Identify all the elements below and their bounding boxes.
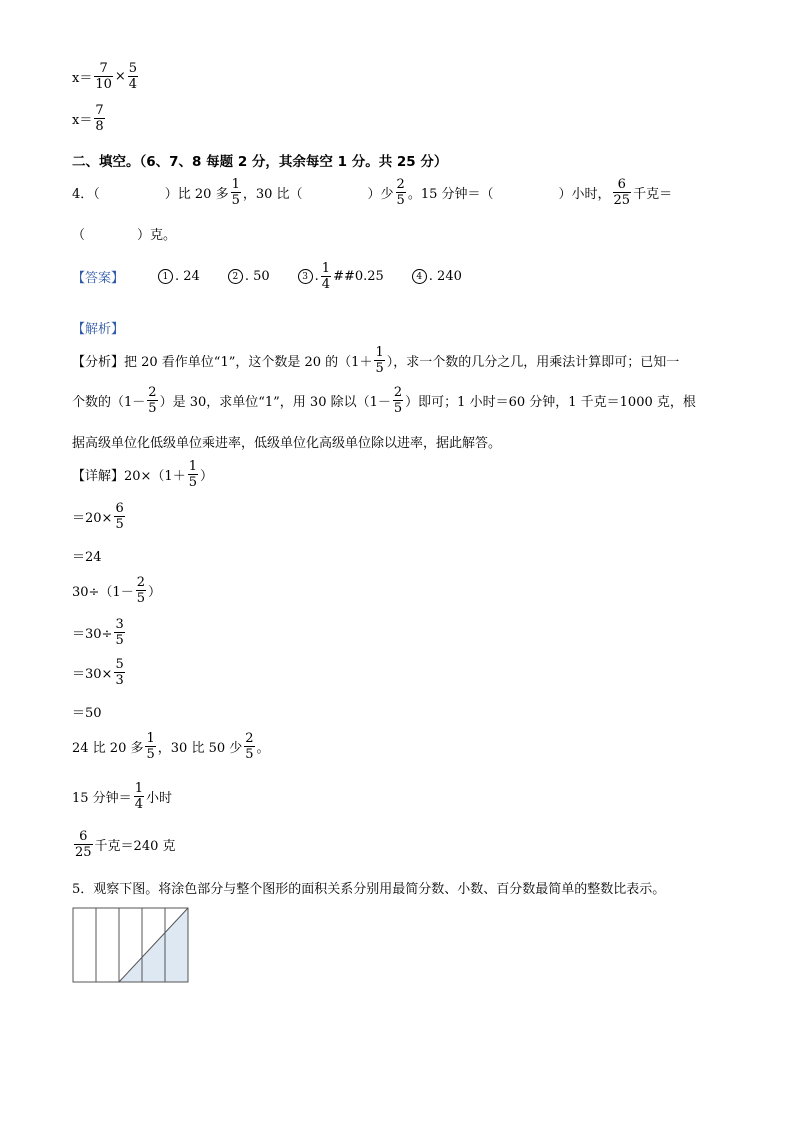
fraction: $\frac{2}{5}$ [136,575,145,606]
question-text: 千克＝ [633,187,673,202]
question-text: 4．（ ）比 20 多 [72,187,229,202]
fraction: $\frac{2}{5}$ [148,385,157,416]
detail-step-1: 【详解】20×（1＋ $\frac{1}{5}$ ） [72,459,214,490]
detail-step-7: ＝50 [72,706,102,721]
detail-step-4: 30÷（1－ $\frac{2}{5}$ ） [72,575,162,606]
question-5: 5．观察下图。将涂色部分与整个图形的面积关系分别用最简分数、小数、百分数最简单的整数比表示。 [72,882,666,897]
detail-step-6: ＝30× $\frac{5}{3}$ [72,657,124,688]
answer-row [72,262,490,291]
fraction: $\frac{2}{5}$ [245,731,254,762]
fraction: $\frac{1}{5}$ [146,731,155,762]
circled-number: 3 [298,269,313,284]
detail-step-2: ＝20× $\frac{6}{5}$ [72,501,124,532]
question-text: 。15 分钟＝（ ）小时， [407,187,611,202]
fraction: $\frac{6}{25}$ [75,829,92,860]
fraction: $\frac{2}{5}$ [393,385,403,416]
question-text: ，30 比（ ）少 [242,187,394,202]
detail-step-8: 24 比 20 多 $\frac{1}{5}$ ，30 比 50 少 $\frac{2}{5}$ 。 [72,731,270,762]
fraction: $\frac{2}{5}$ [396,177,405,208]
analysis-line-2: 个数的（1－ $\frac{2}{5}$ ）是 30，求单位“1”，用 30 除以（1－ $\frac{2}{5}$ ）即可；1 小时＝60 分钟，1 千克＝1000 克，根 [72,385,696,416]
shaded-figure [72,906,190,984]
answer-label: 【答案】 [72,271,125,286]
detail-step-10: $\frac{6}{25}$ 千克＝240 克 [75,829,176,860]
equation-text: x＝ [72,113,93,128]
analysis-label: 【解析】 [72,322,125,337]
equation-line-1 [72,62,140,91]
equation-text: x＝ [72,71,93,86]
fraction: $\frac{6}{25}$ [613,177,631,208]
detail-step-5: ＝30÷ $\frac{3}{5}$ [72,617,124,648]
answer-item: 3 . $\frac{1}{4}$ ##0.25 [298,262,384,291]
answer-item: 2 . 50 [228,269,270,284]
operator: × [114,69,126,84]
fraction: $\frac{5}{4}$ [128,61,138,92]
analysis-line-3: 据高级单位化低级单位乘进率，低级单位化高级单位除以进率，据此解答。 [72,436,502,451]
fraction: $\frac{3}{5}$ [115,617,124,648]
question-4-line-2: （ ）克。 [72,228,177,243]
circled-number: 1 [158,269,173,284]
fraction: $\frac{1}{4}$ [134,781,143,812]
circled-number: 2 [228,269,243,284]
fraction: $\frac{1}{5}$ [375,345,384,376]
detail-step-3: ＝24 [72,550,102,565]
question-4 [72,178,672,207]
circled-number: 4 [412,269,427,284]
fraction: $\frac{6}{5}$ [115,501,124,532]
fraction: $\frac{1}{5}$ [188,459,197,490]
fraction: $\frac{5}{3}$ [115,657,124,688]
section-heading: 二、填空。（6、7、8 每题 2 分，其余每空 1 分。共 25 分） [72,154,448,170]
fraction: $\frac{7}{8}$ [95,103,104,134]
fraction: $\frac{1}{5}$ [231,177,240,208]
fraction: $\frac{1}{4}$ [321,261,331,292]
fraction: $\frac{7}{10}$ [95,61,112,92]
detail-step-9: 15 分钟＝ $\frac{1}{4}$ 小时 [72,781,172,812]
answer-item: 4 . 240 [412,269,462,284]
answer-item: 1 . 24 [158,269,200,284]
equation-line-2 [72,104,107,133]
analysis-line-1: 【分析】把 20 看作单位“1”，这个数是 20 的（1＋ $\frac{1}{5}$ ），求一个数的几分之几，用乘法计算即可；已知一 [72,345,680,376]
